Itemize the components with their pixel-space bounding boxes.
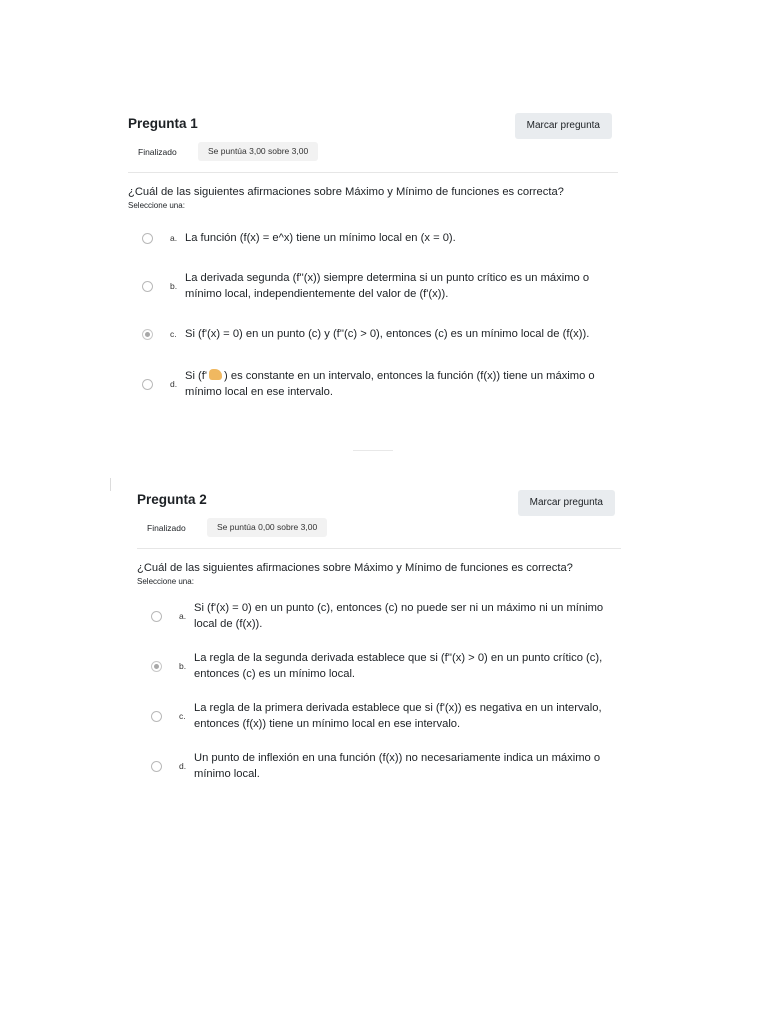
radio-button-selected[interactable] [151,661,162,672]
thumbs-up-emoji-icon [209,369,222,380]
question-grade-badge: Se puntúa 0,00 sobre 3,00 [207,518,327,537]
question-text: ¿Cuál de las siguientes afirmaciones sobre Máximo y Mínimo de funciones es correcta? [128,186,564,198]
answer-option-b[interactable] [137,650,621,682]
answer-letter: b. [179,661,187,671]
answer-option-a[interactable] [128,224,618,252]
page-edge-mark [110,478,111,491]
flag-question-button[interactable]: Marcar pregunta [518,490,615,516]
answer-text: La regla de la segunda derivada establece que si (f''(x) > 0) en un punto crítico (c), entonces (c) es un mínimo local. [194,652,603,680]
answer-list [128,224,618,400]
question-header [137,488,621,549]
answer-option-a[interactable] [137,600,621,632]
answer-option-d[interactable] [137,750,621,782]
answer-text-end: ) es constante en un intervalo, entonces la función (f(x)) tiene un máximo o mínimo local en ese intervalo. [185,370,595,398]
answer-letter: c. [179,711,186,721]
question-title: Pregunta 2 [137,492,207,507]
question-title: Pregunta 1 [128,116,198,131]
radio-button[interactable] [151,611,162,622]
radio-button[interactable] [151,711,162,722]
flag-question-button[interactable]: Marcar pregunta [515,113,612,139]
answer-text: Si (f'(x) = 0) en un punto (c), entonces (c) no puede ser ni un máximo ni un mínimo local de (f(x)). [194,602,604,630]
question-grade-badge: Se puntúa 3,00 sobre 3,00 [198,142,318,161]
answer-prompt: Seleccione una: [137,577,194,586]
answer-text: La regla de la primera derivada establece que si (f'(x)) es negativa en un intervalo, entonces (f(x)) tiene un mínimo local en ese intervalo. [194,702,602,730]
answer-text: La derivada segunda (f''(x)) siempre determina si un punto crítico es un máximo o mínimo local, independientemente del valor de (f'(x)). [185,272,590,300]
answer-text: Si (f'(x) = 0) en un punto (c) y (f''(c) > 0), entonces (c) es un mínimo local de (f(x)). [185,328,590,340]
answer-option-b[interactable] [128,270,618,302]
answer-letter: b. [170,281,178,291]
answer-option-c[interactable] [128,320,618,348]
radio-button[interactable] [142,379,153,390]
answer-letter: a. [170,233,178,243]
question-text: ¿Cuál de las siguientes afirmaciones sobre Máximo y Mínimo de funciones es correcta? [137,562,573,574]
answer-letter: a. [179,611,187,621]
answer-list [137,600,621,782]
answer-letter: d. [179,761,187,771]
radio-button[interactable] [151,761,162,772]
answer-text [185,368,610,400]
answer-prompt: Seleccione una: [128,201,185,210]
answer-option-d[interactable] [128,368,618,400]
radio-button[interactable] [142,281,153,292]
question-2 [137,488,621,806]
answer-letter: c. [170,329,177,339]
question-header [128,112,618,173]
question-state: Finalizado [147,523,186,533]
question-1 [128,112,618,424]
answer-text: La función (f(x) = e^x) tiene un mínimo local en (x = 0). [185,232,456,244]
answer-letter: d. [170,379,178,389]
question-state: Finalizado [138,147,177,157]
question-divider [353,450,393,451]
answer-text-start: Si (f' [185,370,208,382]
radio-button[interactable] [142,233,153,244]
answer-option-c[interactable] [137,700,621,732]
radio-button-selected[interactable] [142,329,153,340]
answer-text: Un punto de inflexión en una función (f(x)) no necesariamente indica un máximo o mínimo local. [194,752,601,780]
